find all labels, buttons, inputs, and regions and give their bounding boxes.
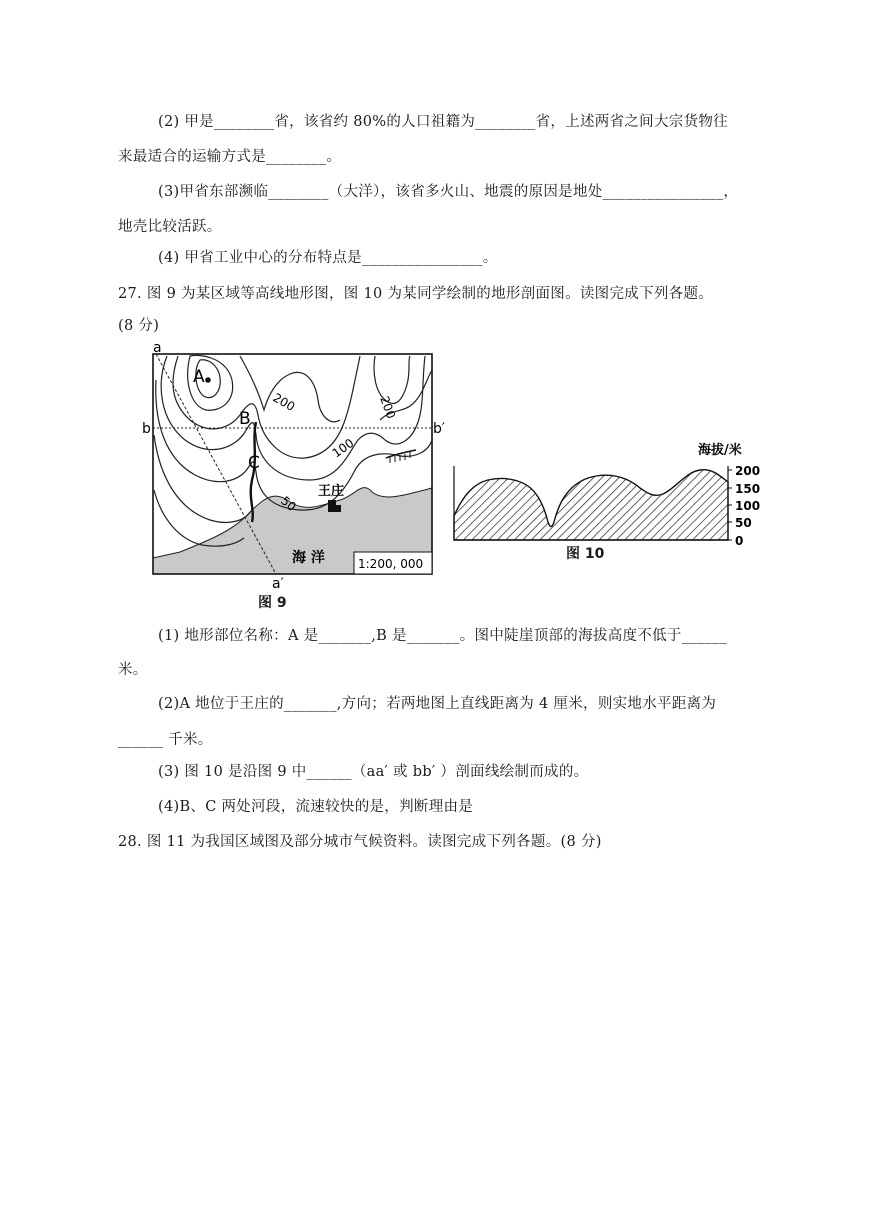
- contour-label-50: 50: [278, 493, 299, 515]
- q26-part3-line1: (3)甲省东部濒临________（大洋），该省多火山、地震的原因是地处________________，: [158, 184, 739, 200]
- q26-part4: (4) 甲省工业中心的分布特点是________________。: [158, 250, 498, 266]
- village-label: 王庄: [318, 484, 345, 499]
- q26-part3-line2: 地壳比较活跃。: [118, 219, 222, 235]
- sea-label: 海 洋: [292, 550, 325, 566]
- contour-label-100: 100: [329, 435, 357, 461]
- q27-part1-line2: 米。: [118, 662, 148, 678]
- figure-9-caption: 图 9: [258, 595, 287, 611]
- figure-10-caption: 图 10: [566, 546, 605, 562]
- q27-part4: (4)B、C 两处河段，流速较快的是，判断理由是: [158, 799, 474, 815]
- label-a-prime: a′: [272, 576, 284, 592]
- contour-label-200-left: 200: [270, 390, 298, 415]
- q26-part2-line1: (2) 甲是________省，该省约 80%的人口祖籍为________省，上述两省之间大宗货物往: [158, 114, 728, 130]
- point-a-dot: [205, 377, 211, 383]
- q28-stem: 28. 图 11 为我国区域图及部分城市气候资料。读图完成下列各题。(8 分): [118, 834, 602, 850]
- label-b-prime: b′: [433, 421, 446, 437]
- label-point-b: B: [239, 409, 251, 429]
- q27-stem-line2: (8 分): [118, 318, 160, 334]
- q27-part3: (3) 图 10 是沿图 9 中______（aa′ 或 bb′ ）剖面线绘制而成的。: [158, 764, 589, 780]
- profile-ylabel: 海拔/米: [698, 443, 742, 458]
- figure-9-contour-map: [140, 340, 446, 592]
- q27-stem-line1: 27. 图 9 为某区域等高线地形图，图 10 为某同学绘制的地形剖面图。读图完成下列各题。: [118, 286, 714, 302]
- label-a: a: [153, 340, 162, 356]
- scale-label: 1:200, 000: [358, 557, 424, 571]
- tick-label-0: 0: [735, 534, 744, 548]
- tick-label-50: 50: [735, 516, 752, 530]
- tick-label-200: 200: [735, 464, 761, 478]
- q27-part2-line2: ______ 千米。: [118, 732, 213, 748]
- label-point-c: C: [248, 453, 260, 473]
- terrain-profile: [454, 470, 728, 540]
- tick-label-100: 100: [735, 499, 761, 513]
- q27-part1-line1: (1) 地形部位名称：A 是_______,B 是_______。图中陡崖顶部的海拔高度不低于______: [158, 628, 727, 644]
- label-point-a: A: [193, 367, 205, 387]
- tick-label-150: 150: [735, 482, 761, 496]
- q27-part2-line1: (2)A 地位于王庄的_______,方向；若两地图上直线距离为 4 厘米，则实地水平距离为: [158, 696, 717, 712]
- contour-label-200-right: 200: [377, 394, 399, 421]
- q26-part2-line2: 来最适合的运输方式是________。: [118, 149, 342, 165]
- figure-10-profile: [448, 436, 768, 548]
- label-b: b: [142, 421, 151, 437]
